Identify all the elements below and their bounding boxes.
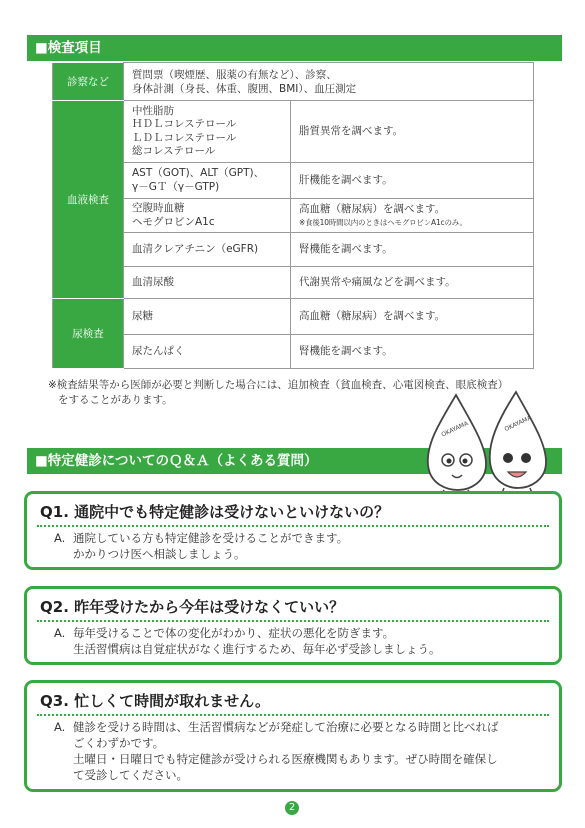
category-urine: 尿検査 [53,299,124,369]
lipid-item: ＬＤＬコレステロール [132,131,237,144]
exam-items-table [52,62,534,369]
exam-item-line-1: 質問票（喫煙歴、服薬の有無など）、診察、 [132,68,337,81]
sugar-desc: 高血糖（糖尿病）を調べます。 [299,202,446,215]
note-line: をすることがあります。 [58,394,173,406]
answer-label: A. [54,531,66,545]
mascot-left [428,395,486,498]
mascot-label: OKAYAMA [503,414,533,434]
answer-line: て受診してください。 [73,768,188,782]
urine-sugar-item: 尿糖 [124,299,291,335]
liver-item: γ－GＴ（γ－GTP) [132,180,220,193]
question-1: Q1. 通院中でも特定健診は受けないといけないの？ [40,503,390,521]
lipid-items [124,101,291,163]
creatinine-item: 血清クレアチニン（eGFR) [124,233,291,267]
lipid-item: 総コレステロール [132,145,216,157]
answer-line: 土曜日・日曜日でも特定健診が受けられる医療機関もあります。ぜひ時間を確保し [73,752,498,766]
sugar-item: 空腹時血糖 [132,202,185,214]
lipid-item: ＨＤＬコレステロール [132,118,237,130]
exam-items-cell [124,63,534,101]
liver-item: AST（GOT)、ALT（GPT)、 [132,167,265,179]
section-title-exam-items: ■検査項目 [27,35,562,61]
answer-label: A. [54,626,66,640]
question-3: Q3. 忙しくて時間が取れません。 [40,692,271,710]
category-exam: 診察など [53,63,124,101]
urine-sugar-desc: 高血糖（糖尿病）を調べます。 [291,299,534,335]
lipid-item: 中性脂肪 [132,104,174,117]
mascot-illustration [408,390,558,500]
qa-card-2 [24,586,562,665]
answer-line: かかりつけ医へ相談しましょう。 [73,547,246,561]
answer-line: 通院している方も特定健診を受けることができます。 [73,531,349,545]
sugar-desc-cell [291,199,534,233]
urine-protein-item: 尿たんぱく [124,335,291,369]
mascot-right [490,392,546,498]
mascot-label: OKAYAMA [440,420,470,439]
answer-label: A. [54,720,66,734]
question-2: Q2. 昨年受けたから今年は受けなくていい？ [40,598,345,616]
answer-line: 生活習慣病は自覚症状がなく進行するため、毎年必ず受診しましょう。 [73,642,441,656]
section-title-qa: ■特定健診についてのＱ＆Ａ（よくある質問） [27,448,562,474]
uric-desc: 代謝異常や痛風などを調べます。 [291,267,534,299]
creatinine-desc: 腎機能を調べます。 [291,233,534,267]
note-line: ※検査結果等から医師が必要と判断した場合には、追加検査（貧血検査、心電図検査、眼底検査） [48,379,509,391]
exam-item-line-2: 身体計測（身長、体重、腹囲、BMI）、血圧測定 [132,82,357,95]
qa-card-3 [24,680,562,792]
answer-2 [27,622,559,657]
answer-line: ごくわずかです。 [73,736,165,750]
page-number: 2 [285,801,299,815]
uric-item: 血清尿酸 [124,267,291,299]
answer-line: 健診を受ける時間は、生活習慣病などが発症して治療に必要となる時間と比べれば [73,720,499,734]
liver-items [124,163,291,199]
sugar-items [124,199,291,233]
sugar-note: ※食後10時間以内のときはヘモグロビンA1cのみ。 [299,217,467,227]
category-blood: 血液検査 [53,101,124,299]
answer-1 [27,527,559,562]
answer-3 [27,716,559,783]
qa-card-1 [24,491,562,570]
sugar-item: ヘモグロビンA1c [132,215,215,228]
liver-desc: 肝機能を調べます。 [291,163,534,199]
answer-line: 毎年受けることで体の変化がわかり、症状の悪化を防ぎます。 [73,626,395,640]
urine-protein-desc: 腎機能を調べます。 [291,335,534,369]
lipid-desc: 脂質異常を調べます。 [291,101,534,163]
